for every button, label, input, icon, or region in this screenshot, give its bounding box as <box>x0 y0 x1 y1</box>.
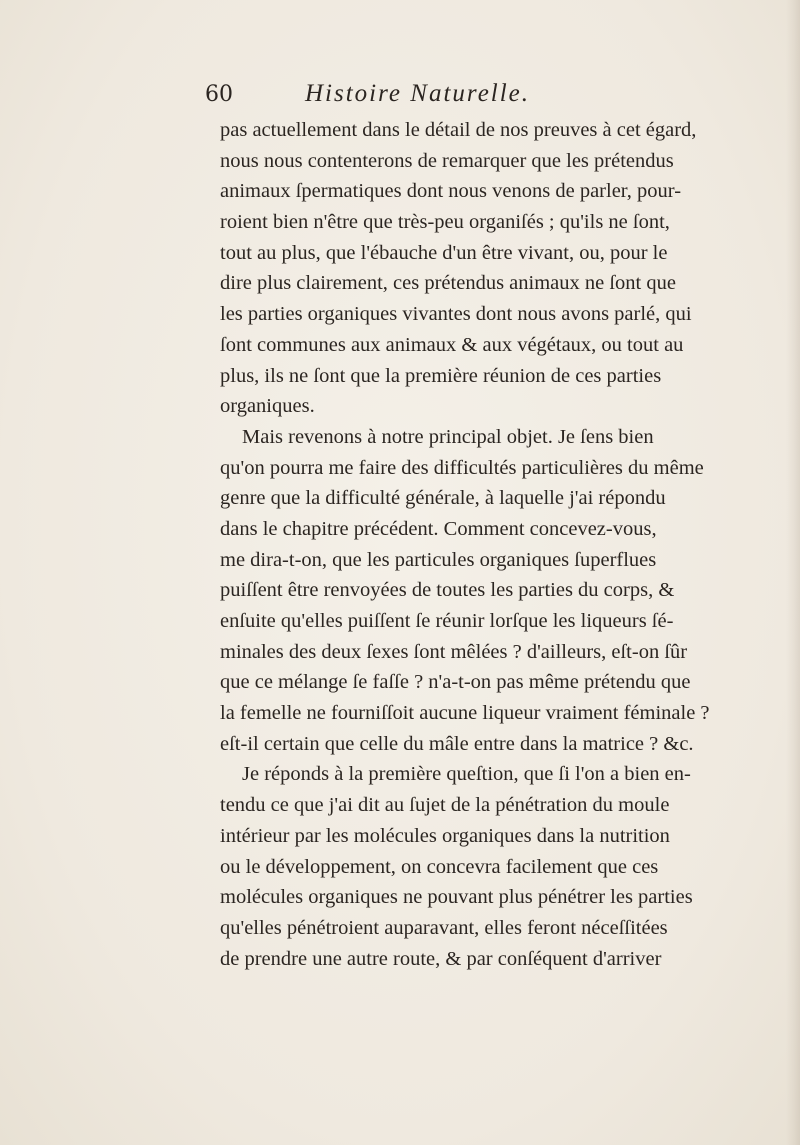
text-line: de prendre une autre route, & par conſéquent d'arriver <box>220 947 662 970</box>
text-line: organiques. <box>220 395 315 418</box>
text-line: nous nous contenterons de remarquer que les prétendus <box>220 149 674 172</box>
text-line: eſt-il certain que celle du mâle entre dans la matrice ? &c. <box>220 732 694 755</box>
text-line: animaux ſpermatiques dont nous venons de parler, pour- <box>220 180 682 203</box>
running-title: Histoire Naturelle. <box>305 80 531 107</box>
text-line: que ce mélange ſe faſſe ? n'a-t-on pas même prétendu que <box>220 671 691 694</box>
text-line: Je réponds à la première queſtion, que ſi l'on a bien en- <box>242 763 691 786</box>
text-line: genre que la difficulté générale, à laquelle j'ai répondu <box>220 487 666 510</box>
text-line: pas actuellement dans le détail de nos preuves à cet égard, <box>220 119 697 141</box>
text-line: qu'on pourra me faire des difficultés particulières du même <box>220 456 704 479</box>
text-line: ſont communes aux animaux & aux végétaux, ou tout au <box>220 333 684 356</box>
text-line: enſuite qu'elles puiſſent ſe réunir lorſque les liqueurs ſé- <box>220 610 674 632</box>
text-line: tendu ce que j'ai dit au ſujet de la pénétration du moule <box>220 794 670 817</box>
body-text <box>220 115 800 974</box>
text-line: minales des deux ſexes ſont mêlées ? d'ailleurs, eſt-on ſûr <box>220 640 688 663</box>
page-number: 60 <box>205 82 233 107</box>
text-line: les parties organiques vivantes dont nous avons parlé, qui <box>220 303 692 326</box>
running-head <box>205 80 645 114</box>
text-line: plus, ils ne ſont que la première réunion de ces parties <box>220 364 662 387</box>
text-line: roient bien n'être que très-peu organiſés ; qu'ils ne ſont, <box>220 211 670 234</box>
text-line: molécules organiques ne pouvant plus pénétrer les parties <box>220 886 693 909</box>
text-line: intérieur par les molécules organiques dans la nutrition <box>220 824 670 847</box>
text-line: tout au plus, que l'ébauche d'un être vivant, ou, pour le <box>220 241 668 264</box>
text-line: qu'elles pénétroient auparavant, elles feront néceſſitées <box>220 916 668 939</box>
text-line: la femelle ne fourniſſoit aucune liqueur vraiment féminale ? <box>220 702 710 725</box>
text-line: puiſſent être renvoyées de toutes les parties du corps, & <box>220 579 675 602</box>
text-line: dans le chapitre précédent. Comment concevez-vous, <box>220 517 657 540</box>
text-line: dire plus clairement, ces prétendus animaux ne ſont que <box>220 272 676 295</box>
text-line: Mais revenons à notre principal objet. Je ſens bien <box>242 425 654 448</box>
text-line: me dira-t-on, que les particules organiques ſuperflues <box>220 548 657 571</box>
text-line: ou le développement, on concevra facilement que ces <box>220 855 659 878</box>
